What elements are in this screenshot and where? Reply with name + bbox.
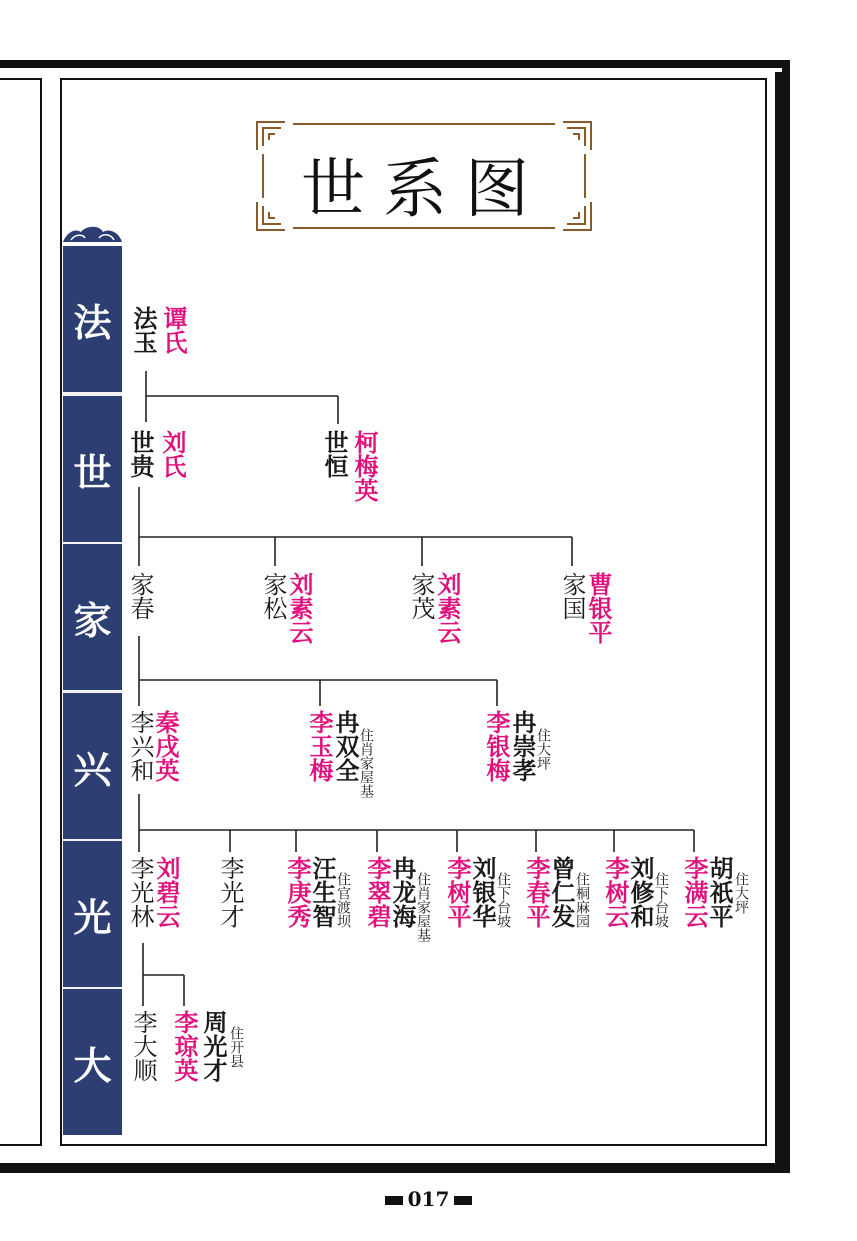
person-liyinmei: 李银梅 xyxy=(482,710,510,782)
spouse-qinxuying: 秦戌英 xyxy=(151,710,179,782)
person-lishuyun: 李树云 xyxy=(601,856,629,928)
spouse-ranlonghai: 冉龙海 xyxy=(388,856,416,928)
spouse-liusuyun-2: 刘素云 xyxy=(433,572,461,644)
spouse-ranshuangquan: 冉双全 xyxy=(331,710,359,782)
spouse-kemeiying: 柯梅英 xyxy=(350,430,378,502)
note-xiaojiawuji-1: 住肖家屋基 xyxy=(358,728,374,798)
person-fayu: 法玉 xyxy=(129,306,157,354)
person-liqiongying: 李琼英 xyxy=(170,1010,198,1082)
person-limanyun: 李满云 xyxy=(680,856,708,928)
person-liguanglin: 李光林 xyxy=(126,856,154,928)
person-lidashun: 李大顺 xyxy=(129,1010,157,1082)
generation-da: 大 xyxy=(63,989,122,1135)
spouse-tanshi: 谭氏 xyxy=(159,306,187,354)
generation-shi: 世 xyxy=(63,396,122,546)
person-liyumei: 李玉梅 xyxy=(305,710,333,782)
generation-jia: 家 xyxy=(63,544,122,694)
person-liguangcai: 李光才 xyxy=(216,856,244,928)
note-daping-1: 住大坪 xyxy=(535,728,551,770)
person-shiheng: 世恒 xyxy=(320,430,348,478)
note-daping-2: 住大坪 xyxy=(733,872,749,914)
spouse-zengrenfa: 曾仁发 xyxy=(547,856,575,928)
spouse-liushi: 刘氏 xyxy=(158,430,186,478)
note-xiataipo-1: 住下台坡 xyxy=(495,872,511,928)
note-xiaojiawuji-2: 住肖家屋基 xyxy=(415,872,431,942)
spouse-liubiyun: 刘碧云 xyxy=(152,856,180,928)
page-number-bar-right xyxy=(454,1196,472,1205)
page-number-bar-left xyxy=(385,1196,403,1205)
generation-fa: 法 xyxy=(63,246,122,396)
person-jiachun: 家春 xyxy=(126,572,154,620)
person-jiaguo: 家国 xyxy=(558,572,586,620)
person-ligengxiu: 李庚秀 xyxy=(283,856,311,928)
note-tongmayuan: 住桐麻园 xyxy=(574,872,590,928)
person-jiasong: 家松 xyxy=(259,572,287,620)
person-shigui: 世贵 xyxy=(126,430,154,478)
spouse-huqiping: 胡祇平 xyxy=(705,856,733,928)
page-title: 世系图 xyxy=(301,153,547,227)
page-number xyxy=(0,1187,857,1211)
note-xiataipo-2: 住下台坡 xyxy=(653,872,669,928)
spouse-liusuyun-1: 刘素云 xyxy=(285,572,313,644)
spouse-zhouguangcai: 周光才 xyxy=(199,1010,227,1082)
spouse-liuyinhua: 刘银华 xyxy=(468,856,496,928)
person-jiamao: 家茂 xyxy=(407,572,435,620)
generation-guang: 光 xyxy=(63,841,122,991)
spouse-caoyinping: 曹银平 xyxy=(584,572,612,644)
note-kaixian: 住开县 xyxy=(228,1026,244,1068)
spouse-wangshengzhi: 汪生智 xyxy=(308,856,336,928)
spouse-liuxiuhe: 刘修和 xyxy=(626,856,654,928)
spouse-ranchongxiao: 冉崇孝 xyxy=(508,710,536,782)
person-lichunping: 李春平 xyxy=(522,856,550,928)
person-lixinghe: 李兴和 xyxy=(126,710,154,782)
person-lishuping: 李树平 xyxy=(443,856,471,928)
generation-xing: 兴 xyxy=(63,693,122,843)
note-guandouba: 住官渡坝 xyxy=(335,872,351,928)
page-number-text: 017 xyxy=(407,1187,450,1211)
person-licuibi: 李翠碧 xyxy=(363,856,391,928)
